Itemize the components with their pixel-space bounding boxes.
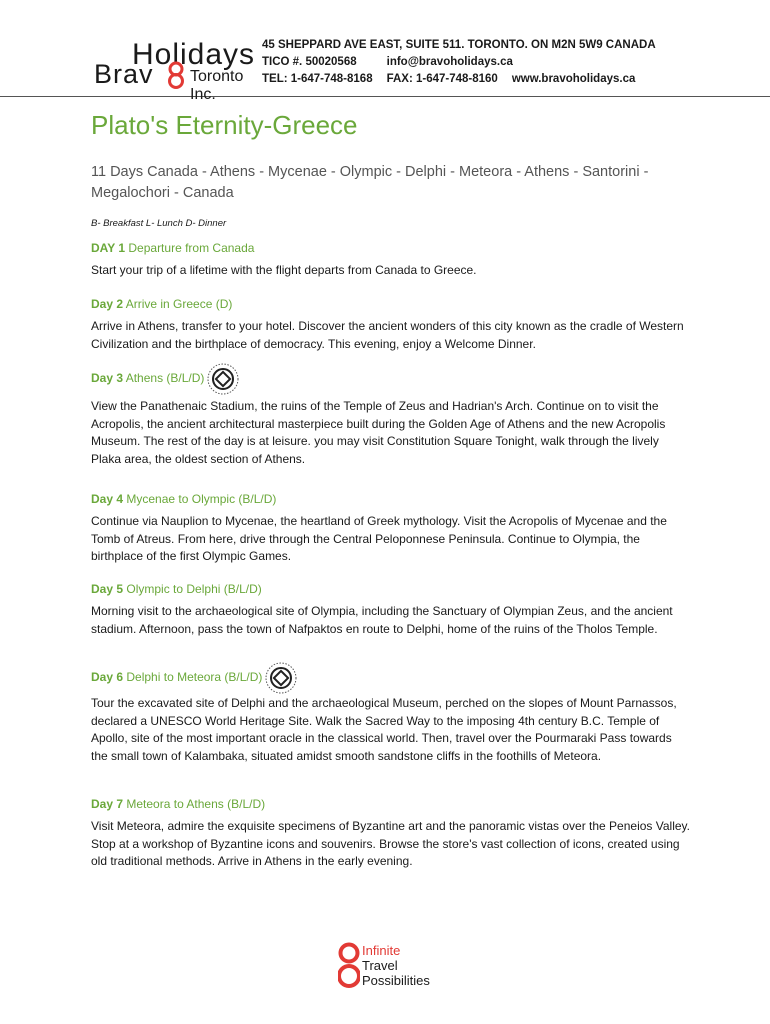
day-description: Morning visit to the archaeological site of Olympia, including the Sanctuary of Olympian Zeus, and the ancient stadium. Afternoon, pass the town of Nafpaktos en route to Delphi, home of the ruins of the Tholos Temple.	[91, 604, 673, 636]
day-title: Departure from Canada	[128, 241, 255, 255]
day-label: Day 4	[91, 492, 124, 506]
day-title: Delphi to Meteora (B/L/D)	[126, 670, 263, 685]
day-heading	[91, 296, 691, 312]
day-heading	[91, 240, 691, 256]
phone-line	[262, 71, 656, 88]
website-link[interactable]: www.bravoholidays.ca	[511, 73, 636, 85]
day-7-section	[91, 796, 691, 871]
bravo-holidays-logo	[94, 38, 256, 103]
footer-line-travel: Travel	[362, 958, 398, 973]
tel-number: TEL: 1-647-748-8168	[262, 73, 373, 85]
page-header	[0, 0, 770, 103]
tico-number: TICO #. 50020568	[262, 56, 357, 68]
day-description: Arrive in Athens, transfer to your hotel. Discover the ancient wonders of this city known as the cradle of Western Civilization and the birthplace of democracy. This evening, enjoy a Welcome Dinner.	[91, 319, 684, 351]
day-heading	[91, 362, 691, 396]
day-description: View the Panathenaic Stadium, the ruins of the Temple of Zeus and Hadrian's Arch. Continue on to visit the Acropolis, the ancient architectural masterpiece built during the Golden Age of Athens and the new Acropolis Museum. The rest of the day is at leisure. you may visit Constitution Square Tonight, walk through the lively Plaka area, the oldest section of Athens.	[91, 399, 666, 466]
day-label: Day 7	[91, 797, 124, 811]
infinite-travel-logo	[338, 940, 448, 992]
day-title: Mycenae to Olympic (B/L/D)	[126, 492, 277, 506]
unesco-heritage-icon	[206, 362, 240, 396]
day-heading	[91, 491, 691, 507]
day-title: Arrive in Greece (D)	[125, 297, 233, 311]
infinity-eight-icon	[338, 940, 360, 992]
day-title: Athens (B/L/D)	[125, 371, 205, 386]
day-1-section	[91, 240, 691, 280]
email-link[interactable]: info@bravoholidays.ca	[386, 56, 513, 68]
day-title: Olympic to Delphi (B/L/D)	[126, 582, 262, 596]
logo-brav-text: Brav	[94, 59, 154, 89]
day-label: Day 2	[91, 297, 124, 311]
meal-legend: B- Breakfast L- Lunch D- Dinner	[91, 218, 227, 229]
unesco-heritage-icon	[264, 661, 298, 695]
tico-email-line	[262, 54, 656, 71]
day-label: Day 6	[91, 670, 124, 685]
day-heading	[91, 581, 691, 597]
day-4-section	[91, 491, 691, 566]
footer-line-possibilities: Possibilities	[362, 973, 430, 988]
day-heading	[91, 796, 691, 812]
day-3-section	[91, 362, 691, 468]
logo-eight-icon	[164, 61, 188, 89]
day-5-section	[91, 581, 691, 638]
day-description: Continue via Nauplion to Mycenae, the heartland of Greek mythology. Visit the Acropolis of Mycenae and the Tomb of Atreus. From here, drive through the Central Peloponnese Peninsula. Continue to Olympia, the birthplace of the first Olympic Games.	[91, 514, 667, 564]
day-description: Tour the excavated site of Delphi and the archaeological Museum, perched on the slopes of Mount Parnassos, declared a UNESCO World Heritage Site. Walk the Sacred Way to the imposing 4th century B.C. Temple of Apollo, site of the most important oracle in the classical world. Then, travel over the Pourmaraki Pass towards the small town of Kalambaka, situated amidst smooth sandstone cliffs in the foothills of Meteora.	[91, 696, 677, 763]
day-6-section	[91, 661, 691, 765]
address-line: 45 SHEPPARD AVE EAST, SUITE 511. TORONTO. ON M2N 5W9 CANADA	[262, 39, 656, 51]
logo-holidays-text: Holidays	[132, 38, 256, 71]
day-label: DAY 1	[91, 241, 126, 255]
contact-info	[262, 37, 656, 88]
day-label: Day 3	[91, 371, 124, 386]
itinerary-route: 11 Days Canada - Athens - Mycenae - Olympic - Delphi - Meteora - Athens - Santorini - Megalochori - Canada	[91, 164, 649, 201]
day-heading	[91, 661, 691, 695]
page-title: Plato's Eternity-Greece	[91, 110, 358, 140]
intro-section	[91, 108, 691, 230]
footer-line-infinite: Infinite	[362, 943, 401, 958]
logo-toronto-text: Toronto Inc.	[190, 68, 244, 103]
day-2-section	[91, 296, 691, 353]
fax-number: FAX: 1-647-748-8160	[386, 73, 498, 85]
day-title: Meteora to Athens (B/L/D)	[126, 797, 266, 811]
day-description: Visit Meteora, admire the exquisite specimens of Byzantine art and the panoramic vistas over the Peneios Valley. Stop at a workshop of Byzantine icons and souvenirs. Browse the store's vast collection of icons, created using old traditional methods. Arrive in Athens in the early evening.	[91, 819, 690, 869]
day-description: Start your trip of a lifetime with the flight departs from Canada to Greece.	[91, 263, 477, 277]
day-label: Day 5	[91, 582, 124, 596]
